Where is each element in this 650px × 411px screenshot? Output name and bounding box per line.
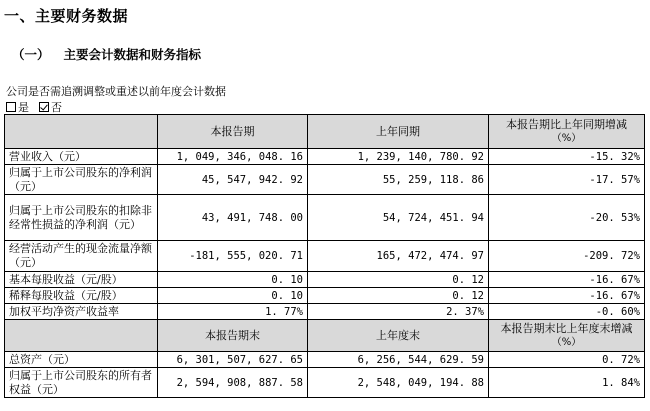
row-prior: 165, 472, 474. 97	[308, 241, 489, 272]
row-prior: 6, 256, 544, 629. 59	[308, 352, 489, 368]
row-current: 43, 491, 748. 00	[158, 195, 308, 241]
row-label: 加权平均净资产收益率	[5, 304, 158, 320]
subsection-number: （一）	[12, 47, 50, 62]
row-prior: 0. 12	[308, 288, 489, 304]
restatement-choice	[6, 99, 62, 115]
row-change: -0. 60%	[489, 304, 645, 320]
checkbox-checked-icon[interactable]	[39, 102, 49, 112]
row-label: 经营活动产生的现金流量净额（元）	[5, 241, 158, 272]
row-label: 归属于上市公司股东的净利润（元）	[5, 165, 158, 195]
row-change: -16. 67%	[489, 272, 645, 288]
table2-header-current: 本报告期末	[158, 320, 308, 352]
row-change: 0. 72%	[489, 352, 645, 368]
table1-header-prior: 上年同期	[308, 115, 489, 149]
row-prior: 2. 37%	[308, 304, 489, 320]
table2-header-change-unit: （%）	[551, 336, 582, 348]
table1-header-change	[489, 115, 645, 149]
table-row	[5, 352, 645, 368]
row-current: 0. 10	[158, 288, 308, 304]
row-change: 1. 84%	[489, 368, 645, 398]
table-row	[5, 368, 645, 398]
table-row	[5, 165, 645, 195]
table1-header-change-text: 本报告期比上年同期增减	[506, 117, 627, 131]
table1-header-row	[5, 115, 645, 149]
checkbox-icon[interactable]	[6, 102, 16, 112]
table2-header-blank	[5, 320, 158, 352]
row-label: 基本每股收益（元/股）	[5, 272, 158, 288]
table1-header-current: 本报告期	[158, 115, 308, 149]
table-row	[5, 304, 645, 320]
table2-header-change-text: 本报告期末比上年度末增减	[500, 321, 633, 335]
subsection-heading	[12, 45, 201, 63]
row-current: -181, 555, 020. 71	[158, 241, 308, 272]
table-row	[5, 149, 645, 165]
row-prior: 54, 724, 451. 94	[308, 195, 489, 241]
row-change: -15. 32%	[489, 149, 645, 165]
row-prior: 1, 239, 140, 780. 92	[308, 149, 489, 165]
row-label: 营业收入（元）	[5, 149, 158, 165]
table2-header-row	[5, 320, 645, 352]
table-row	[5, 272, 645, 288]
table2-header-change	[489, 320, 645, 352]
restatement-note: 公司是否需追溯调整或重述以前年度会计数据	[6, 85, 226, 98]
choice-label-yes: 是	[18, 101, 29, 114]
row-label: 稀释每股收益（元/股）	[5, 288, 158, 304]
row-current: 1, 049, 346, 048. 16	[158, 149, 308, 165]
row-current: 1. 77%	[158, 304, 308, 320]
choice-label-no: 否	[51, 101, 62, 114]
row-change: -16. 67%	[489, 288, 645, 304]
row-label: 归属于上市公司股东的所有者权益（元）	[5, 368, 158, 398]
row-label: 归属于上市公司股东的扣除非经常性损益的净利润（元）	[5, 195, 158, 241]
row-label: 总资产（元）	[5, 352, 158, 368]
row-prior: 55, 259, 118. 86	[308, 165, 489, 195]
row-prior: 0. 12	[308, 272, 489, 288]
section-title: 一、主要财务数据	[4, 7, 129, 25]
table-row	[5, 195, 645, 241]
row-current: 6, 301, 507, 627. 65	[158, 352, 308, 368]
row-change: -209. 72%	[489, 241, 645, 272]
table-row	[5, 288, 645, 304]
financial-data-table	[4, 114, 645, 398]
table-row	[5, 241, 645, 272]
row-current: 45, 547, 942. 92	[158, 165, 308, 195]
row-current: 0. 10	[158, 272, 308, 288]
row-change: -20. 53%	[489, 195, 645, 241]
table2-header-prior: 上年度末	[308, 320, 489, 352]
row-change: -17. 57%	[489, 165, 645, 195]
table1-header-blank	[5, 115, 158, 149]
subsection-title: 主要会计数据和财务指标	[63, 47, 202, 62]
row-prior: 2, 548, 049, 194. 88	[308, 368, 489, 398]
row-current: 2, 594, 908, 887. 58	[158, 368, 308, 398]
table1-header-change-unit: （%）	[551, 132, 582, 144]
